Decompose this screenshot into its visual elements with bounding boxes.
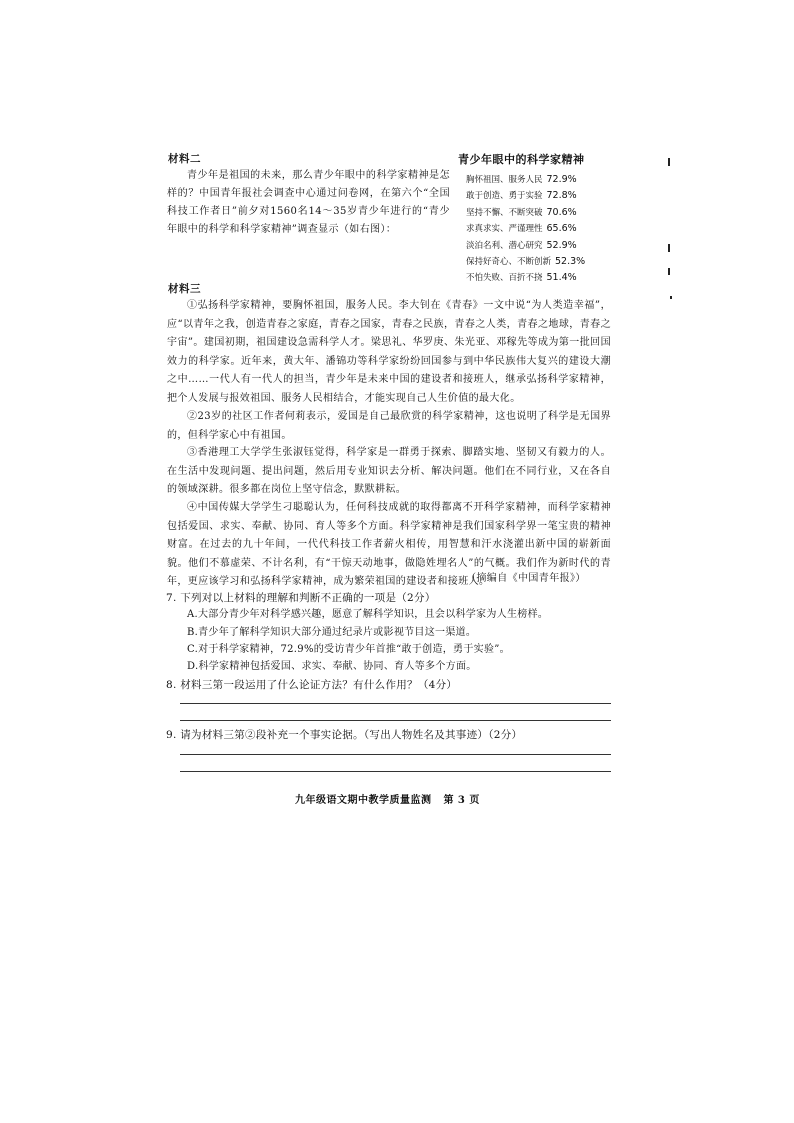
answer-line[interactable] xyxy=(180,771,611,772)
question-9: 9. 请为材料三第②段补充一个事实论据。（写出人物姓名及其事迹）（2分） xyxy=(166,729,523,741)
answer-line[interactable] xyxy=(180,720,611,721)
material3-paragraph-4: ④中国传媒大学学生刁聪聪认为，任何科技成就的取得都离不开科学家精神，而科学家精神包括爱国、求实、奉献、协同、育人等多个方面。科学家精神是我们国家科学界一笔宝贵的精神财富。在过去的九十年间，一代代科技工作者薪火相传，用智慧和汗水浇灌出新中国的崭新面貌。他们不慕虚荣、不计名利，有“干惊天动地事，做隐姓埋名人”的气概。我们作为新时代的青年，更应该学习和弘扬科学家精神，成为繁荣祖国的建设者和接班人。 xyxy=(167,502,611,587)
scan-mark xyxy=(668,158,670,166)
chart-row xyxy=(466,271,577,283)
chart-row xyxy=(466,189,577,201)
chart-row-label: 求真求实、严谨理性 xyxy=(466,224,543,235)
chart-row-label: 敢于创造、勇于实验 xyxy=(466,191,543,202)
chart-row xyxy=(466,173,577,185)
scan-mark xyxy=(668,268,670,275)
chart-row-label: 坚持不懈、不断突破 xyxy=(466,207,543,218)
chart-row-value: 72.8% xyxy=(546,190,577,202)
chart-row-value: 65.6% xyxy=(546,223,577,235)
question-8: 8. 材料三第一段运用了什么论证方法？有什么作用？（4分） xyxy=(166,679,458,691)
chart-title: 青少年眼中的科学家精神 xyxy=(458,153,585,166)
chart-row xyxy=(466,239,577,251)
chart-row-label: 保持好奇心、不断创新 xyxy=(466,257,552,267)
material3-paragraph-1: ①弘扬科学家精神，要胸怀祖国，服务人民。李大钊在《青春》一文中说“为人类造幸福”，应“以青年之我，创造青春之家庭，青春之国家，青春之民族，青春之人类，青春之地球，青春之宇宙”。建国初期，祖国建设急需科学人才。梁思礼、华罗庚、朱光亚、邓稼先等成为第一批回国效力的科学家。近年来，黄大年、潘锦功等科学家纷纷回国参与到中华民族伟大复兴的建设大潮之中……一代人有一代人的担当，青少年是未来中国的建设者和接班人，继承弘扬科学家精神，把个人发展与报效祖国、服务人民相结合，才能实现自己人生价值的最大化。 xyxy=(167,300,611,404)
chart-row-value: 52.3% xyxy=(555,256,586,267)
option-c: C.对于科学家精神，72.9%的受访青少年首推“敢于创造，勇于实验”。 xyxy=(187,644,510,655)
option-a: A.大部分青少年对科学感兴趣，愿意了解科学知识，且会以科学家为人生榜样。 xyxy=(187,609,549,620)
material3-heading: 材料三 xyxy=(168,283,201,295)
chart-row-value: 52.9% xyxy=(546,239,577,251)
chart-row xyxy=(466,222,577,234)
chart-row-value: 72.9% xyxy=(546,174,577,185)
scan-mark xyxy=(668,244,670,252)
question-7: 7. 下列对以上材料的理解和判断不正确的一项是（2分） xyxy=(166,592,436,604)
material2-heading: 材料二 xyxy=(168,153,201,165)
chart-row-label: 淡泊名利、潜心研究 xyxy=(466,240,543,251)
option-d: D.科学家精神包括爱国、求实、奉献、协同、育人等多个方面。 xyxy=(187,661,477,672)
option-b: B.青少年了解科学知识大部分通过纪录片或影视节目这一渠道。 xyxy=(187,627,477,638)
material3-paragraph-3: ③香港理工大学学生张淑钰觉得，科学家是一群勇于探索、脚踏实地、坚韧又有毅力的人。在生活中发现问题、提出问题，然后用专业知识去分析、解决问题。他们在不同行业，又在各自的领域深耕。很多都在岗位上坚守信念，默默耕耘。 xyxy=(167,447,611,495)
material2-text: 青少年是祖国的未来，那么青少年眼中的科学家精神是怎样的？中国青年报社会调查中心通过问卷网，在第六个“全国科技工作者日”前夕对1560名14～35岁青少年进行的“青少年眼中的科学和科学家精神”调查显示（如右图）： xyxy=(167,170,450,235)
page-footer: 九年级语文期中教学质量监测 第 3 页 xyxy=(295,795,480,806)
chart-row-label: 不怕失败、百折不挠 xyxy=(466,273,543,284)
chart-row xyxy=(466,206,577,218)
scan-mark xyxy=(670,296,672,299)
answer-line[interactable] xyxy=(180,754,611,755)
answer-line[interactable] xyxy=(180,703,611,704)
chart-row-value: 70.6% xyxy=(546,206,577,218)
chart-row-value: 51.4% xyxy=(546,272,577,284)
chart-row-label: 胸怀祖国、服务人民 xyxy=(466,175,543,185)
material3-paragraph-2: ②23岁的社区工作者何莉表示，爱国是自己最欣赏的科学家精神，这也说明了科学是无国界的，但科学家心中有祖国。 xyxy=(167,411,611,441)
source-note: （摘编自《中国青年报》） xyxy=(466,573,586,584)
chart-row xyxy=(466,255,585,267)
